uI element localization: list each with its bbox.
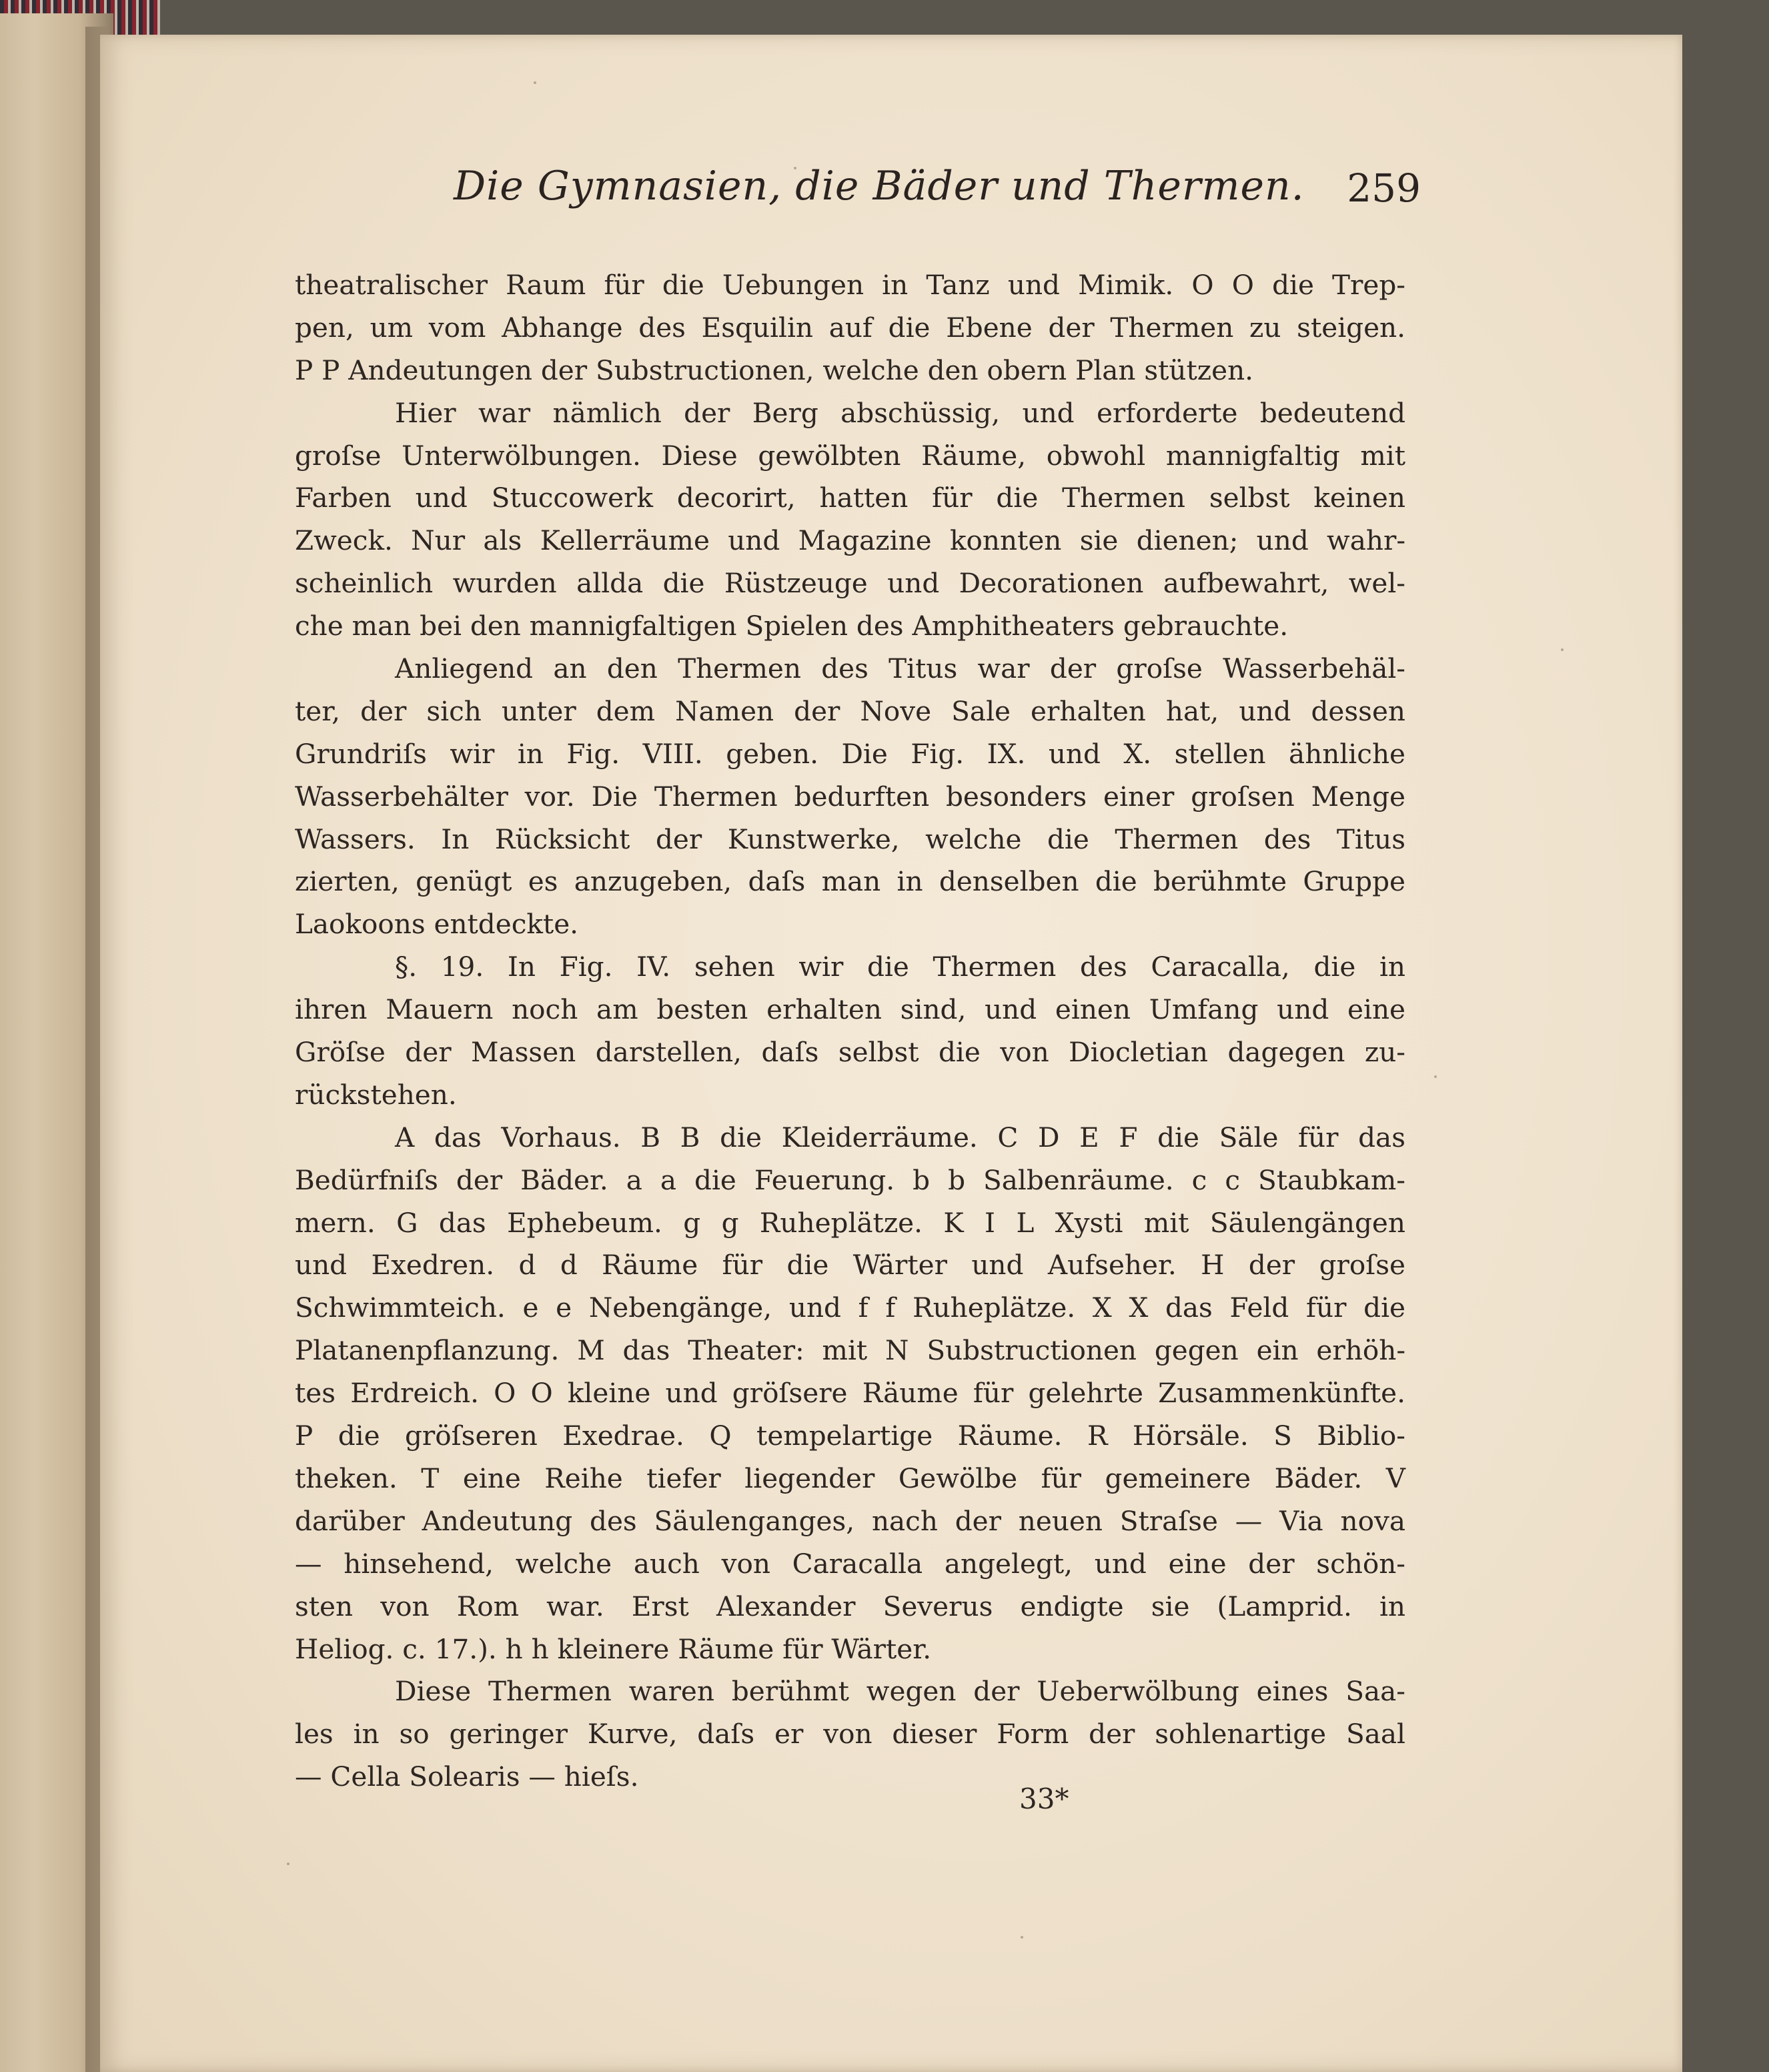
text-line: Heliog. c. 17.). h h kleinere Räume für Wärter.: [295, 1632, 932, 1665]
text-line: tes Erdreich. O O kleine und gröſsere Räume für gelehrte Zusammenkünfte.: [295, 1377, 1405, 1410]
text-line: ter, der sich unter dem Namen der Nove Sale erhalten hat, und dessen: [295, 694, 1405, 727]
text-line: darüber Andeutung des Säulenganges, nach der neuen Straſse — Via nova: [295, 1504, 1405, 1537]
text-line: les in so geringer Kurve, daſs er von dieser Form der sohlenartige Saal: [295, 1718, 1405, 1750]
text-line: theatralischer Raum für die Uebungen in Tanz und Mimik. O O die Trep-: [295, 269, 1405, 301]
text-line: A das Vorhaus. B B die Kleiderräume. C D E F die Säle für das: [395, 1121, 1405, 1153]
body-text: [295, 264, 1405, 1798]
signature-mark: 33*: [1019, 1782, 1069, 1815]
text-line: Wassers. In Rücksicht der Kunstwerke, welche die Thermen des Titus: [295, 823, 1405, 855]
text-line: Laokoons entdeckte.: [295, 908, 579, 941]
paper-speck: [1561, 648, 1564, 651]
paper-speck: [534, 81, 536, 84]
text-line: Platanenpflanzung. M das Theater: mit N Substructionen gegen ein erhöh-: [295, 1334, 1405, 1367]
text-line: ihren Mauern noch am besten erhalten sind, und einen Umfang und eine: [295, 993, 1405, 1026]
text-line: Diese Thermen waren berühmt wegen der Ueberwölbung eines Saa-: [395, 1675, 1405, 1708]
text-line: §. 19. In Fig. IV. sehen wir die Thermen des Caracalla, die in: [395, 951, 1405, 983]
text-line: — hinsehend, welche auch von Caracalla angelegt, und eine der schön-: [295, 1547, 1405, 1580]
text-line: rückstehen.: [295, 1078, 457, 1111]
page-number: 259: [1347, 165, 1421, 211]
text-line: che man bei den mannigfaltigen Spielen des Amphitheaters gebrauchte.: [295, 610, 1289, 642]
text-line: Anliegend an den Thermen des Titus war der groſse Wasserbehäl-: [395, 652, 1405, 685]
text-line: groſse Unterwölbungen. Diese gewölbten Räume, obwohl mannigfaltig mit: [295, 439, 1405, 472]
text-line: P P Andeutungen der Substructionen, welche den obern Plan stützen.: [295, 354, 1254, 386]
text-line: Gröſse der Massen darstellen, daſs selbst die von Diocletian dagegen zu-: [295, 1036, 1405, 1069]
text-line: — Cella Solearis — hieſs.: [295, 1760, 639, 1793]
paper-speck: [1021, 1936, 1023, 1939]
text-line: Farben und Stuccowerk decorirt, hatten für die Thermen selbst keinen: [295, 482, 1405, 514]
paper-speck: [287, 1863, 289, 1865]
text-line: Hier war nämlich der Berg abschüssig, und erforderte bedeutend: [395, 396, 1405, 429]
text-line: Schwimmteich. e e Nebengänge, und f f Ruheplätze. X X das Feld für die: [295, 1291, 1405, 1324]
text-line: und Exedren. d d Räume für die Wärter und Aufseher. H der groſse: [295, 1249, 1405, 1281]
text-line: Bedürfniſs der Bäder. a a die Feuerung. b b Salbenräume. c c Staubkam-: [295, 1163, 1405, 1196]
text-line: Zweck. Nur als Kellerräume und Magazine konnten sie dienen; und wahr-: [295, 524, 1405, 557]
text-line: scheinlich wurden allda die Rüstzeuge und Decorationen aufbewahrt, wel-: [295, 567, 1405, 600]
running-title: Die Gymnasien, die Bäder und Thermen.: [454, 163, 1305, 209]
paper-speck: [1434, 1075, 1437, 1078]
text-line: pen, um vom Abhange des Esquilin auf die Ebene der Thermen zu steigen.: [295, 311, 1405, 344]
text-line: P die gröſseren Exedrae. Q tempelartige Räume. R Hörsäle. S Biblio-: [295, 1420, 1405, 1452]
text-line: theken. T eine Reihe tiefer liegender Gewölbe für gemeinere Bäder. V: [295, 1462, 1405, 1494]
text-line: Wasserbehälter vor. Die Thermen bedurften besonders einer groſsen Menge: [295, 780, 1405, 813]
text-line: zierten, genügt es anzugeben, daſs man in denselben die berühmte Gruppe: [295, 865, 1405, 898]
page-header: [187, 163, 1421, 236]
text-line: Grundriſs wir in Fig. VIII. geben. Die Fig. IX. und X. stellen ähnliche: [295, 737, 1405, 770]
text-line: mern. G das Ephebeum. g g Ruheplätze. K I L Xysti mit Säulengängen: [295, 1206, 1405, 1239]
text-line: sten von Rom war. Erst Alexander Severus endigte sie (Lamprid. in: [295, 1590, 1405, 1622]
